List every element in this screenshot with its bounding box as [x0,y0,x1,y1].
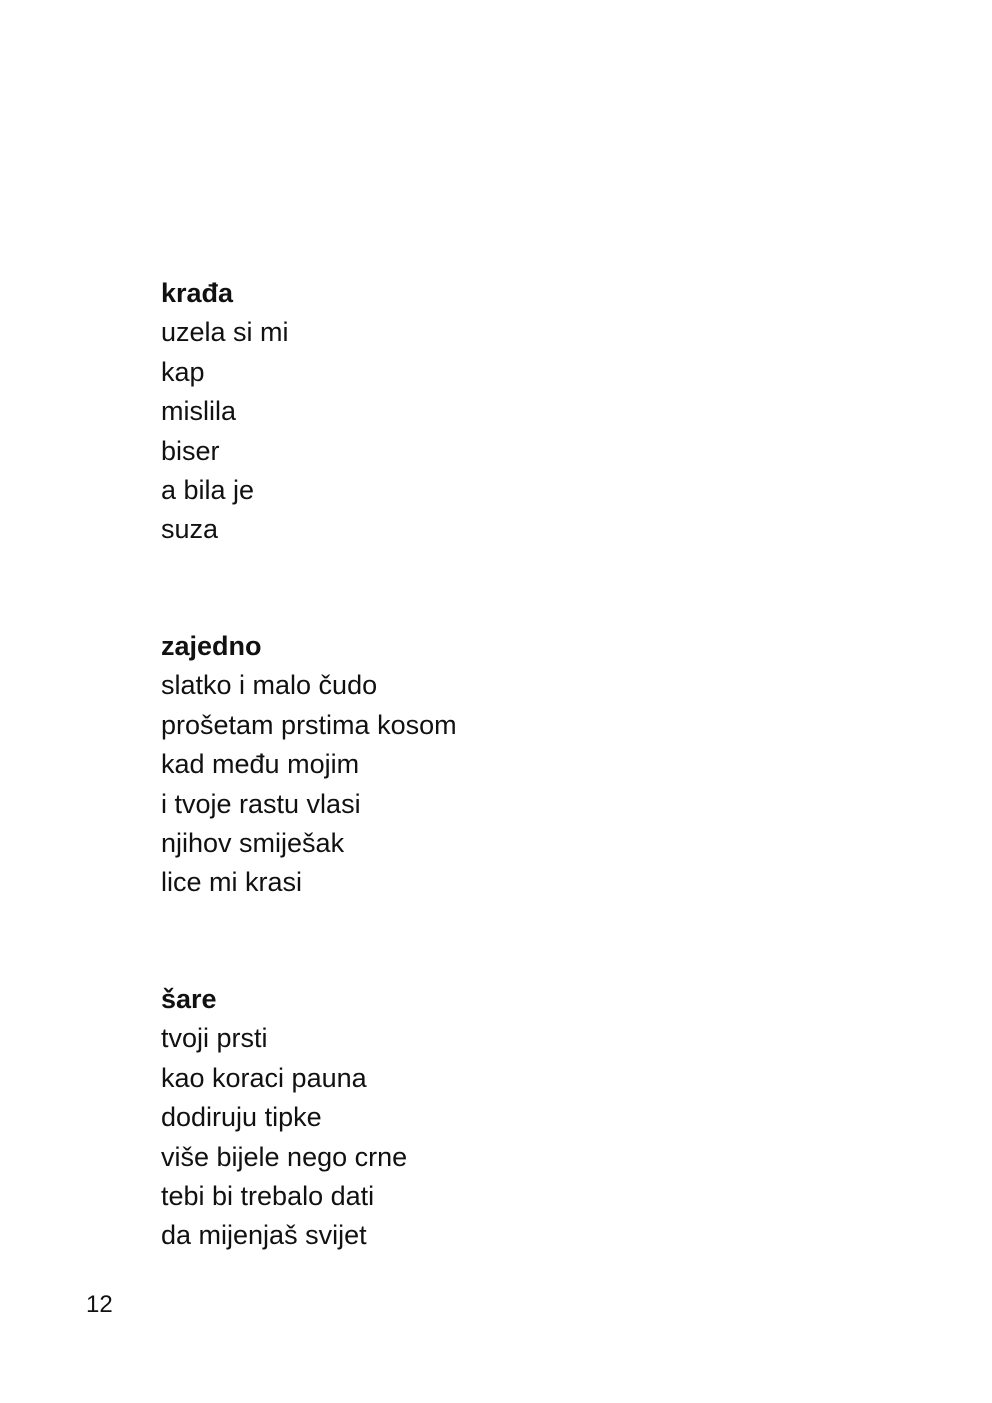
poem-zajedno [161,627,457,903]
poem-line: više bijele nego crne [161,1141,408,1172]
page-number: 12 [86,1291,113,1318]
poem-krada [161,274,289,550]
poem-line: prošetam prstima kosom [161,709,457,740]
poem-line: suza [161,514,219,545]
poem-title: krađa [161,278,234,308]
poem-line: dodiruju tipke [161,1102,322,1133]
poem-line: tebi bi trebalo dati [161,1181,375,1212]
poem-line: i tvoje rastu vlasi [161,788,361,819]
poem-line: uzela si mi [161,317,289,348]
poem-line: biser [161,435,220,466]
poem-title: šare [161,984,217,1014]
poem-line: da mijenjaš svijet [161,1220,367,1251]
poem-line: kao koraci pauna [161,1062,367,1093]
poem-line: njihov smiješak [161,828,345,859]
poem-title: zajedno [161,631,262,661]
poem-line: tvoji prsti [161,1023,268,1054]
poem-line: lice mi krasi [161,867,303,898]
poem-line: kad među mojim [161,749,360,780]
poem-line: a bila je [161,475,255,506]
poem-sare [161,980,407,1256]
poem-line: slatko i malo čudo [161,670,378,701]
poem-line: mislila [161,396,237,427]
poem-line: kap [161,356,205,387]
